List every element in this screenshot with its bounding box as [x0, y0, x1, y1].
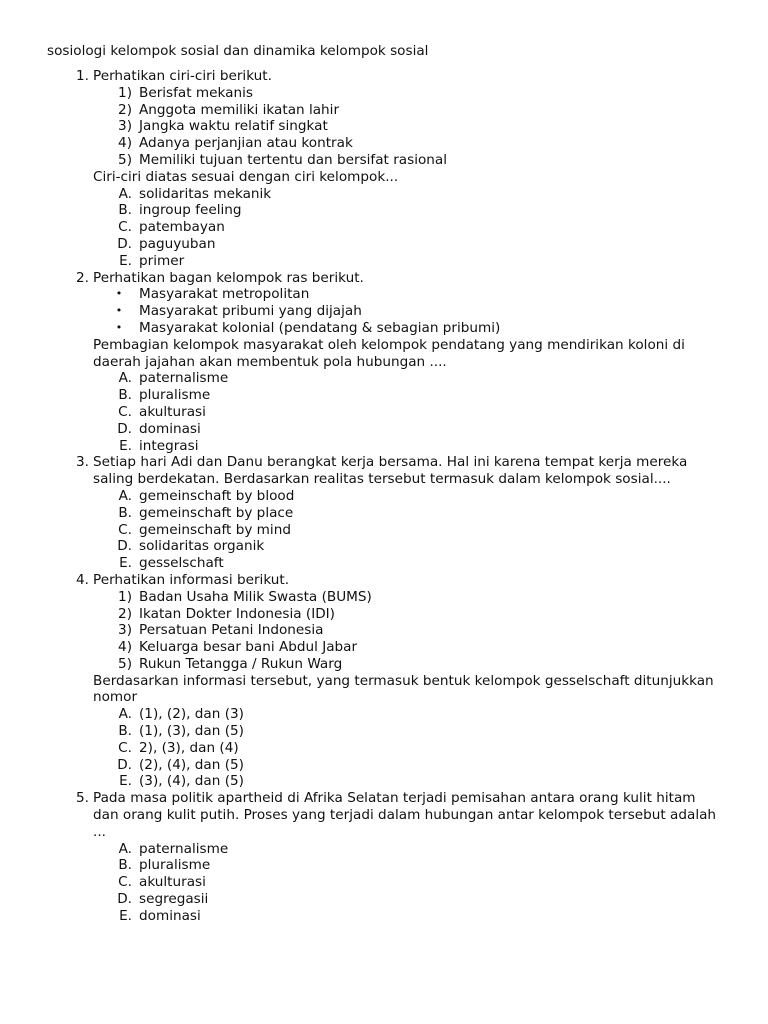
option-letter: E.	[119, 437, 132, 454]
question-text: Perhatikan ciri-ciri berikut.	[93, 68, 272, 84]
answer-option	[0, 555, 768, 572]
option-text: (2), (4), dan (5)	[139, 756, 244, 773]
answer-option	[0, 857, 768, 874]
option-text: pluralisme	[139, 857, 211, 874]
statement-item	[0, 589, 768, 606]
item-text: Badan Usaha Milik Swasta (BUMS)	[139, 588, 372, 605]
question-5	[0, 790, 768, 924]
question-prompt	[0, 454, 768, 488]
answer-option	[0, 706, 768, 723]
item-number: 5)	[118, 151, 132, 168]
option-text: integrasi	[139, 437, 199, 454]
question-number: 2.	[76, 269, 89, 286]
option-letter: E.	[119, 907, 132, 924]
item-text: Masyarakat metropolitan	[139, 286, 310, 303]
option-letter: D.	[117, 891, 132, 908]
option-text: segregasii	[139, 891, 209, 908]
answer-option	[0, 538, 768, 555]
option-letter: C.	[118, 219, 132, 236]
answer-option	[0, 891, 768, 908]
question-prompt	[0, 270, 768, 287]
answer-option	[0, 488, 768, 505]
item-number: 2)	[118, 605, 132, 622]
answer-option	[0, 505, 768, 522]
answer-option	[0, 522, 768, 539]
statement-item	[0, 606, 768, 623]
question-number: 4.	[76, 571, 89, 588]
question-text: Setiap hari Adi dan Danu berangkat kerja bersama. Hal ini karena tempat kerja mereka saling berdekatan. Berdasarkan realitas tersebut termasuk dalam kelompok sosial....	[93, 454, 688, 488]
option-letter: B.	[118, 857, 132, 874]
option-text: patembayan	[139, 219, 225, 236]
option-letter: C.	[118, 521, 132, 538]
item-number: 4)	[118, 135, 132, 152]
option-text: dominasi	[139, 907, 201, 924]
statement-item	[0, 85, 768, 102]
question-3	[0, 454, 768, 572]
question-prompt	[0, 790, 768, 840]
option-text: akulturasi	[139, 403, 206, 420]
answer-option	[0, 219, 768, 236]
question-stem: Ciri-ciri diatas sesuai dengan ciri kelompok...	[93, 168, 399, 185]
statement-item	[0, 639, 768, 656]
option-text: paternalisme	[139, 370, 229, 387]
answer-option	[0, 773, 768, 790]
question-prompt	[0, 572, 768, 589]
statement-item	[0, 135, 768, 152]
item-number: 3)	[118, 622, 132, 639]
option-letter: C.	[118, 874, 132, 891]
statement-item	[0, 320, 768, 337]
option-letter: D.	[117, 420, 132, 437]
question-4	[0, 572, 768, 790]
question-number: 5.	[76, 790, 89, 807]
item-text: Masyarakat pribumi yang dijajah	[139, 303, 362, 320]
answer-option	[0, 723, 768, 740]
option-letter: B.	[118, 387, 132, 404]
option-text: primer	[139, 252, 185, 269]
answer-option	[0, 841, 768, 858]
answer-option	[0, 757, 768, 774]
answer-option	[0, 236, 768, 253]
option-letter: B.	[118, 504, 132, 521]
option-text: gemeinschaft by blood	[139, 487, 295, 504]
option-text: (1), (3), dan (5)	[139, 723, 244, 740]
option-letter: D.	[117, 756, 132, 773]
item-text: Memiliki tujuan tertentu dan bersifat rasional	[139, 151, 448, 168]
answer-option	[0, 874, 768, 891]
option-text: paternalisme	[139, 840, 229, 857]
statement-item	[0, 656, 768, 673]
item-number: 1)	[118, 588, 132, 605]
option-text: 2), (3), dan (4)	[139, 739, 239, 756]
bullet-marker: •	[115, 304, 123, 318]
answer-option	[0, 387, 768, 404]
option-text: solidaritas organik	[139, 538, 265, 555]
option-letter: A.	[118, 487, 132, 504]
bullet-marker: •	[115, 287, 123, 301]
item-text: Ikatan Dokter Indonesia (IDI)	[139, 605, 335, 622]
item-text: Masyarakat kolonial (pendatang & sebagian pribumi)	[139, 319, 501, 336]
option-letter: A.	[118, 840, 132, 857]
statement-item	[0, 102, 768, 119]
option-letter: D.	[117, 538, 132, 555]
question-number: 3.	[76, 454, 89, 471]
answer-option	[0, 740, 768, 757]
option-letter: A.	[118, 185, 132, 202]
answer-option	[0, 253, 768, 270]
item-text: Persatuan Petani Indonesia	[139, 622, 324, 639]
item-number: 1)	[118, 84, 132, 101]
option-letter: E.	[119, 252, 132, 269]
option-text: pluralisme	[139, 387, 211, 404]
option-letter: C.	[118, 739, 132, 756]
option-letter: E.	[119, 555, 132, 572]
option-text: gesselschaft	[139, 555, 224, 572]
question-text: Perhatikan informasi berikut.	[93, 571, 290, 588]
item-text: Rukun Tetangga / Rukun Warg	[139, 655, 343, 672]
option-letter: E.	[119, 773, 132, 790]
item-text: Adanya perjanjian atau kontrak	[139, 135, 353, 152]
statement-item	[0, 622, 768, 639]
answer-option	[0, 404, 768, 421]
answer-option	[0, 421, 768, 438]
item-number: 5)	[118, 655, 132, 672]
question-prompt	[0, 68, 768, 85]
option-text: solidaritas mekanik	[139, 185, 272, 202]
answer-option	[0, 908, 768, 925]
answer-option	[0, 202, 768, 219]
question-number: 1.	[76, 68, 89, 84]
question-list	[0, 68, 768, 925]
option-letter: C.	[118, 403, 132, 420]
option-letter: B.	[118, 723, 132, 740]
option-text: ingroup feeling	[139, 202, 242, 219]
item-number: 4)	[118, 639, 132, 656]
statement-item	[0, 286, 768, 303]
option-text: gemeinschaft by mind	[139, 521, 291, 538]
answer-option	[0, 438, 768, 455]
question-text: Perhatikan bagan kelompok ras berikut.	[93, 269, 364, 286]
option-text: (3), (4), dan (5)	[139, 773, 244, 790]
question-text: Pada masa politik apartheid di Afrika Selatan terjadi pemisahan antara orang kulit hitam dan orang kulit putih. Proses yang terjadi dalam hubungan antar kelompok tersebut adalah ...	[93, 790, 717, 840]
document-title: sosiologi kelompok sosial dan dinamika kelompok sosial	[47, 43, 429, 59]
item-number: 2)	[118, 101, 132, 118]
item-number: 3)	[118, 118, 132, 135]
bullet-marker: •	[115, 320, 123, 334]
item-text: Anggota memiliki ikatan lahir	[139, 101, 340, 118]
option-text: gemeinschaft by place	[139, 504, 294, 521]
statement-item	[0, 118, 768, 135]
statement-item	[0, 152, 768, 169]
question-2	[0, 270, 768, 455]
option-letter: B.	[118, 202, 132, 219]
option-letter: A.	[118, 706, 132, 723]
item-text: Berisfat mekanis	[139, 84, 253, 101]
option-letter: D.	[117, 235, 132, 252]
statement-item	[0, 303, 768, 320]
answer-option	[0, 370, 768, 387]
question-1	[0, 68, 768, 270]
option-letter: A.	[118, 370, 132, 387]
option-text: (1), (2), dan (3)	[139, 706, 244, 723]
option-text: akulturasi	[139, 874, 206, 891]
option-text: dominasi	[139, 420, 201, 437]
item-text: Keluarga besar bani Abdul Jabar	[139, 639, 358, 656]
answer-option	[0, 186, 768, 203]
question-stem: Pembagian kelompok masyarakat oleh kelompok pendatang yang mendirikan koloni di daerah jajahan akan membentuk pola hubungan ....	[93, 336, 685, 370]
item-text: Jangka waktu relatif singkat	[139, 118, 328, 135]
question-stem: Berdasarkan informasi tersebut, yang termasuk bentuk kelompok gesselschaft ditunjukkan nomor	[93, 672, 714, 706]
option-text: paguyuban	[139, 235, 216, 252]
